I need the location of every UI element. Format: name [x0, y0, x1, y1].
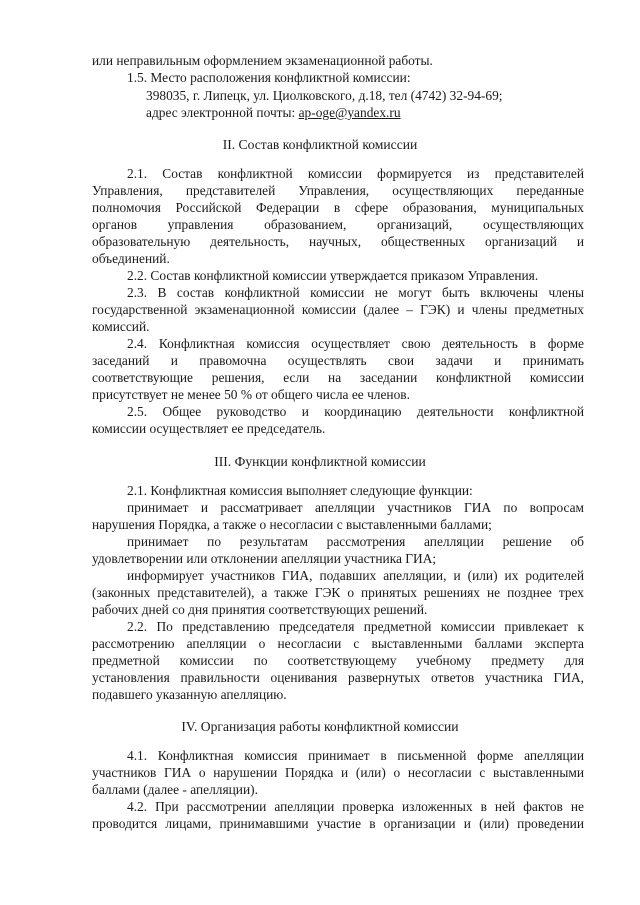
- text-line: комиссий.: [92, 319, 150, 334]
- text-line: принимает и рассматривает апелляции участников ГИА по вопросам: [127, 500, 584, 515]
- text-line: информирует участников ГИА, подавших апелляции, и (или) их родителей: [127, 568, 584, 583]
- text-line: 2.5. Общее руководство и координацию деятельности конфликтной: [127, 404, 584, 419]
- text-line: рассмотрению апелляции о несогласии с выставленными баллами эксперта: [92, 636, 584, 651]
- text-line: удовлетворении или отклонении апелляции участника ГИА;: [92, 551, 437, 566]
- text-line: комиссии осуществляет ее председатель.: [92, 421, 326, 436]
- email-line: [146, 105, 584, 121]
- text-line: заседаний и правомочна осуществлять свои задачи и принимать: [92, 353, 584, 368]
- text-line: принимает по результатам рассмотрения апелляции решение об: [127, 534, 584, 549]
- text-line: или неправильным оформлением экзаменационной работы.: [92, 53, 433, 68]
- text-line: 2.1. Состав конфликтной комиссии формируется из представителей: [127, 166, 584, 181]
- text-line: предметной комиссии по соответствующему учебному предмету для: [92, 653, 584, 668]
- text-line: установления правильности оценивания развернутых ответов участника ГИА,: [92, 670, 584, 685]
- text-line: баллами (далее - апелляции).: [92, 782, 258, 797]
- text-line: образовательную деятельность, научных, общественных организаций и: [92, 234, 584, 249]
- text-line: объединений.: [92, 251, 170, 266]
- text-line: нарушения Порядка, а также о несогласии с выставленными баллами;: [92, 517, 492, 532]
- section-heading-2: II. Состав конфликтной комиссии: [222, 137, 418, 152]
- text-line: соответствующие решения, если на заседании конфликтной комиссии: [92, 370, 584, 385]
- email-label: адрес электронной почты:: [146, 105, 299, 120]
- text-line: Управления, представителей Управления, осуществляющих переданные: [92, 183, 584, 198]
- text-line: государственной экзаменационной комиссии (далее – ГЭК) и члены предметных: [92, 302, 584, 317]
- text-line: подавшего указанную апелляцию.: [92, 687, 287, 702]
- text-line: присутствует не менее 50 % от общего числа ее членов.: [92, 387, 410, 402]
- section-heading-3: III. Функции конфликтной комиссии: [214, 454, 426, 469]
- text-line: 2.1. Конфликтная комиссия выполняет следующие функции:: [127, 483, 473, 498]
- section-heading-4: IV. Организация работы конфликтной комиссии: [181, 719, 459, 734]
- text-line: (законных представителей), а также ГЭК о принятых решениях не позднее трех: [92, 585, 584, 600]
- email-link[interactable]: ap-oge@yandex.ru: [298, 105, 401, 120]
- text-line: участников ГИА о нарушении Порядка и (или) о несогласии с выставленными: [92, 765, 584, 780]
- text-line: рабочих дней со дня принятия соответствующих решений.: [92, 602, 428, 617]
- text-line: 1.5. Место расположения конфликтной комиссии:: [127, 70, 411, 85]
- text-line: полномочия Российской Федерации в сфере образования, муниципальных: [92, 200, 584, 215]
- text-line: 2.2. Состав конфликтной комиссии утверждается приказом Управления.: [127, 268, 539, 283]
- text-line: 2.2. По представлению председателя предметной комиссии привлекает к: [127, 619, 584, 634]
- text-line: 4.1. Конфликтная комиссия принимает в письменной форме апелляции: [127, 748, 584, 763]
- text-line: органов управления образованием, организаций, осуществляющих: [92, 217, 584, 232]
- text-line: 2.3. В состав конфликтной комиссии не могут быть включены члены: [127, 285, 584, 300]
- text-line: 4.2. При рассмотрении апелляции проверка изложенных в ней фактов не: [127, 799, 584, 814]
- text-line: проводится лицами, принимавшими участие в организации и (или) проведении: [92, 816, 584, 831]
- address-line: 398035, г. Липецк, ул. Циолковского, д.18, тел (4742) 32-94-69;: [146, 88, 503, 103]
- text-line: 2.4. Конфликтная комиссия осуществляет свою деятельность в форме: [127, 336, 584, 351]
